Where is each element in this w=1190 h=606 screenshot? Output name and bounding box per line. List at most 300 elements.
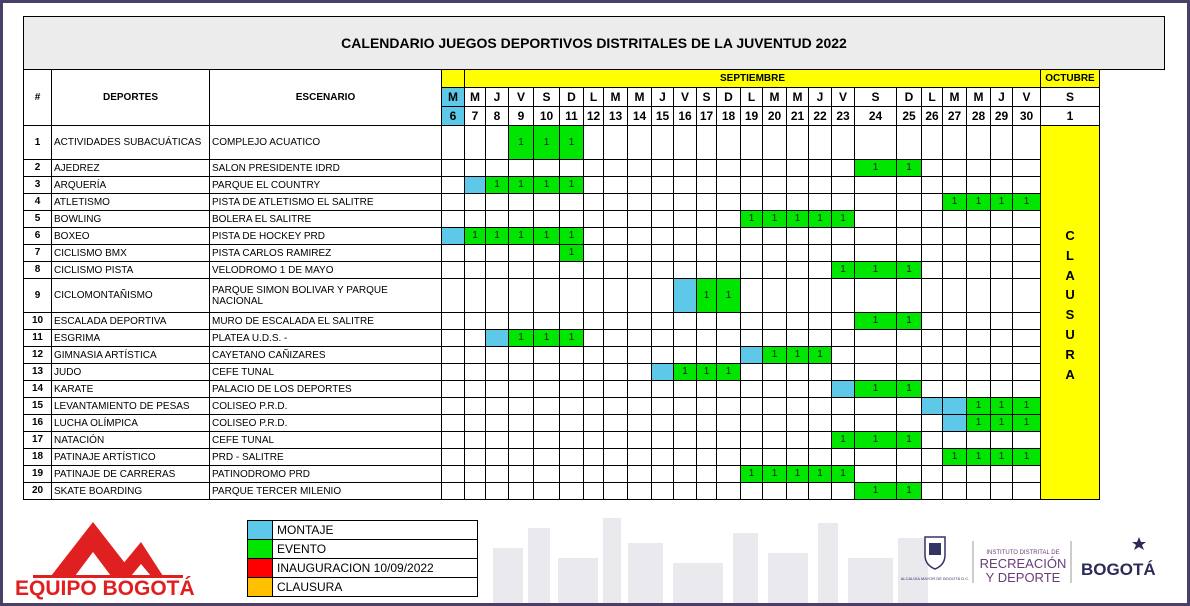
empty-cell <box>628 228 652 245</box>
event-cell: 1 <box>560 245 584 262</box>
event-cell: 1 <box>717 364 741 381</box>
empty-cell <box>991 211 1013 228</box>
month-cell-blank <box>442 70 465 88</box>
empty-cell <box>604 126 628 160</box>
empty-cell <box>967 228 991 245</box>
event-cell: 1 <box>897 160 922 177</box>
day-letter: J <box>809 88 832 107</box>
empty-cell <box>717 262 741 279</box>
empty-cell <box>534 381 560 398</box>
event-cell: 1 <box>486 228 509 245</box>
empty-cell <box>604 466 628 483</box>
empty-cell <box>1013 245 1041 262</box>
empty-cell <box>832 347 855 364</box>
row-number: 20 <box>24 483 52 500</box>
empty-cell <box>809 313 832 330</box>
empty-cell <box>787 160 809 177</box>
empty-cell <box>922 330 943 347</box>
empty-cell <box>584 211 604 228</box>
empty-cell <box>809 381 832 398</box>
venue-name: PISTA DE HOCKEY PRD <box>210 228 442 245</box>
empty-cell <box>697 160 717 177</box>
sport-name: BOWLING <box>52 211 210 228</box>
month-header-row <box>24 70 1100 88</box>
venue-name: MURO DE ESCALADA EL SALITRE <box>210 313 442 330</box>
legend-table <box>247 520 478 597</box>
row-number: 10 <box>24 313 52 330</box>
empty-cell <box>991 279 1013 313</box>
header-sport: DEPORTES <box>52 70 210 126</box>
empty-cell <box>534 466 560 483</box>
empty-cell <box>584 415 604 432</box>
closing-letter: S <box>1065 307 1075 323</box>
empty-cell <box>809 330 832 347</box>
empty-cell <box>991 381 1013 398</box>
empty-cell <box>787 262 809 279</box>
empty-cell <box>763 330 787 347</box>
empty-cell <box>717 126 741 160</box>
empty-cell <box>628 432 652 449</box>
table-row <box>24 483 1100 500</box>
empty-cell <box>652 177 674 194</box>
event-cell: 1 <box>967 415 991 432</box>
empty-cell <box>741 449 763 466</box>
closing-letter: C <box>1065 228 1075 243</box>
empty-cell <box>809 398 832 415</box>
day-number: 20 <box>763 107 787 126</box>
venue-name: PALACIO DE LOS DEPORTES <box>210 381 442 398</box>
empty-cell <box>1013 347 1041 364</box>
day-number: 9 <box>509 107 534 126</box>
empty-cell <box>465 160 486 177</box>
event-cell: 1 <box>897 262 922 279</box>
empty-cell <box>967 330 991 347</box>
empty-cell <box>763 449 787 466</box>
empty-cell <box>674 211 697 228</box>
empty-cell <box>717 330 741 347</box>
sport-name: ACTIVIDADES SUBACUÁTICAS <box>52 126 210 160</box>
empty-cell <box>1013 432 1041 449</box>
day-number: 8 <box>486 107 509 126</box>
empty-cell <box>943 466 967 483</box>
event-cell: 1 <box>560 330 584 347</box>
empty-cell <box>674 466 697 483</box>
day-number: 30 <box>1013 107 1041 126</box>
row-number: 9 <box>24 279 52 313</box>
empty-cell <box>991 126 1013 160</box>
empty-cell <box>717 313 741 330</box>
empty-cell <box>486 245 509 262</box>
empty-cell <box>697 228 717 245</box>
empty-cell <box>674 398 697 415</box>
empty-cell <box>943 432 967 449</box>
empty-cell <box>442 160 465 177</box>
calendar-document <box>3 3 1187 603</box>
empty-cell <box>991 177 1013 194</box>
empty-cell <box>943 126 967 160</box>
row-number: 18 <box>24 449 52 466</box>
idrd-deporte: Y DEPORTE <box>985 570 1061 585</box>
empty-cell <box>534 415 560 432</box>
empty-cell <box>943 483 967 500</box>
closing-letter: A <box>1065 366 1075 382</box>
empty-cell <box>717 160 741 177</box>
empty-cell <box>922 228 943 245</box>
empty-cell <box>1013 466 1041 483</box>
empty-cell <box>787 398 809 415</box>
empty-cell <box>809 177 832 194</box>
day-letter: V <box>1013 88 1041 107</box>
empty-cell <box>763 364 787 381</box>
empty-cell <box>741 364 763 381</box>
empty-cell <box>534 262 560 279</box>
empty-cell <box>991 432 1013 449</box>
event-cell: 1 <box>832 211 855 228</box>
empty-cell <box>534 483 560 500</box>
empty-cell <box>697 177 717 194</box>
empty-cell <box>922 126 943 160</box>
empty-cell <box>697 194 717 211</box>
empty-cell <box>628 211 652 228</box>
empty-cell <box>922 160 943 177</box>
empty-cell <box>442 415 465 432</box>
empty-cell <box>787 364 809 381</box>
empty-cell <box>967 126 991 160</box>
empty-cell <box>922 194 943 211</box>
empty-cell <box>697 330 717 347</box>
empty-cell <box>465 483 486 500</box>
day-letter: L <box>922 88 943 107</box>
empty-cell <box>465 330 486 347</box>
day-letter: L <box>584 88 604 107</box>
empty-cell <box>509 262 534 279</box>
empty-cell <box>465 381 486 398</box>
empty-cell <box>465 262 486 279</box>
empty-cell <box>991 160 1013 177</box>
sport-name: ATLETISMO <box>52 194 210 211</box>
day-letter: S <box>697 88 717 107</box>
empty-cell <box>809 415 832 432</box>
event-cell: 1 <box>809 347 832 364</box>
day-letter: S <box>1041 88 1100 107</box>
empty-cell <box>741 330 763 347</box>
empty-cell <box>763 483 787 500</box>
empty-cell <box>897 126 922 160</box>
empty-cell <box>604 211 628 228</box>
day-letter: J <box>991 88 1013 107</box>
empty-cell <box>832 160 855 177</box>
empty-cell <box>534 279 560 313</box>
empty-cell <box>855 126 897 160</box>
empty-cell <box>652 160 674 177</box>
empty-cell <box>674 415 697 432</box>
event-cell: 1 <box>855 432 897 449</box>
empty-cell <box>763 279 787 313</box>
empty-cell <box>897 245 922 262</box>
empty-cell <box>560 483 584 500</box>
empty-cell <box>486 432 509 449</box>
venue-name: PARQUE EL COUNTRY <box>210 177 442 194</box>
day-number: 7 <box>465 107 486 126</box>
empty-cell <box>763 313 787 330</box>
empty-cell <box>741 279 763 313</box>
sport-name: CICLISMO PISTA <box>52 262 210 279</box>
empty-cell <box>741 415 763 432</box>
empty-cell <box>604 228 628 245</box>
day-letter: V <box>509 88 534 107</box>
table-row <box>24 160 1100 177</box>
empty-cell <box>991 313 1013 330</box>
empty-cell <box>697 466 717 483</box>
venue-name: PLATEA U.D.S. - <box>210 330 442 347</box>
empty-cell <box>1013 381 1041 398</box>
event-cell: 1 <box>717 279 741 313</box>
empty-cell <box>584 432 604 449</box>
day-number: 10 <box>534 107 560 126</box>
empty-cell <box>943 364 967 381</box>
empty-cell <box>787 228 809 245</box>
row-number: 2 <box>24 160 52 177</box>
sport-name: PATINAJE ARTÍSTICO <box>52 449 210 466</box>
empty-cell <box>534 211 560 228</box>
empty-cell <box>486 160 509 177</box>
day-number: 25 <box>897 107 922 126</box>
empty-cell <box>584 194 604 211</box>
empty-cell <box>628 347 652 364</box>
empty-cell <box>717 483 741 500</box>
empty-cell <box>560 415 584 432</box>
empty-cell <box>1013 330 1041 347</box>
empty-cell <box>442 194 465 211</box>
montaje-cell <box>442 228 465 245</box>
empty-cell <box>560 347 584 364</box>
empty-cell <box>741 313 763 330</box>
event-cell: 1 <box>991 194 1013 211</box>
empty-cell <box>584 126 604 160</box>
empty-cell <box>560 313 584 330</box>
empty-cell <box>832 364 855 381</box>
empty-cell <box>943 245 967 262</box>
empty-cell <box>717 211 741 228</box>
empty-cell <box>674 449 697 466</box>
empty-cell <box>465 449 486 466</box>
empty-cell <box>465 211 486 228</box>
row-number: 7 <box>24 245 52 262</box>
empty-cell <box>509 415 534 432</box>
empty-cell <box>855 194 897 211</box>
venue-name: BOLERA EL SALITRE <box>210 211 442 228</box>
empty-cell <box>787 313 809 330</box>
event-cell: 1 <box>509 330 534 347</box>
empty-cell <box>922 313 943 330</box>
legend-swatch <box>248 559 273 578</box>
legend-label: INAUGURACION 10/09/2022 <box>273 559 478 578</box>
event-cell: 1 <box>697 364 717 381</box>
event-cell: 1 <box>1013 398 1041 415</box>
sport-name: CICLOMONTAÑISMO <box>52 279 210 313</box>
empty-cell <box>465 245 486 262</box>
row-number: 19 <box>24 466 52 483</box>
empty-cell <box>584 347 604 364</box>
empty-cell <box>832 126 855 160</box>
empty-cell <box>763 126 787 160</box>
city-skyline-watermark <box>483 508 933 603</box>
empty-cell <box>855 211 897 228</box>
empty-cell <box>442 364 465 381</box>
empty-cell <box>787 194 809 211</box>
empty-cell <box>604 347 628 364</box>
table-row <box>24 449 1100 466</box>
sport-name: KARATE <box>52 381 210 398</box>
row-number: 4 <box>24 194 52 211</box>
empty-cell <box>967 466 991 483</box>
empty-cell <box>534 313 560 330</box>
event-cell: 1 <box>534 177 560 194</box>
empty-cell <box>486 415 509 432</box>
event-cell: 1 <box>509 228 534 245</box>
header-num: # <box>24 70 52 126</box>
empty-cell <box>832 483 855 500</box>
empty-cell <box>855 330 897 347</box>
day-letter: S <box>855 88 897 107</box>
sport-name: CICLISMO BMX <box>52 245 210 262</box>
empty-cell <box>442 398 465 415</box>
empty-cell <box>832 330 855 347</box>
empty-cell <box>560 364 584 381</box>
empty-cell <box>604 262 628 279</box>
day-letter: M <box>967 88 991 107</box>
montaje-cell <box>922 398 943 415</box>
empty-cell <box>809 126 832 160</box>
empty-cell <box>486 279 509 313</box>
empty-cell <box>486 466 509 483</box>
empty-cell <box>584 330 604 347</box>
empty-cell <box>1013 483 1041 500</box>
day-number: 1 <box>1041 107 1100 126</box>
empty-cell <box>652 432 674 449</box>
row-number: 16 <box>24 415 52 432</box>
day-letter: M <box>763 88 787 107</box>
empty-cell <box>674 194 697 211</box>
venue-name: PATINODROMO PRD <box>210 466 442 483</box>
event-cell: 1 <box>943 194 967 211</box>
empty-cell <box>674 330 697 347</box>
event-cell: 1 <box>697 279 717 313</box>
row-number: 3 <box>24 177 52 194</box>
montaje-cell <box>741 347 763 364</box>
empty-cell <box>943 262 967 279</box>
empty-cell <box>584 483 604 500</box>
empty-cell <box>509 211 534 228</box>
venue-name: COLISEO P.R.D. <box>210 415 442 432</box>
day-number: 15 <box>652 107 674 126</box>
empty-cell <box>967 279 991 313</box>
empty-cell <box>442 262 465 279</box>
empty-cell <box>717 415 741 432</box>
empty-cell <box>787 415 809 432</box>
legend-row <box>248 578 478 597</box>
empty-cell <box>922 432 943 449</box>
empty-cell <box>855 364 897 381</box>
day-letter: M <box>465 88 486 107</box>
empty-cell <box>855 228 897 245</box>
empty-cell <box>628 415 652 432</box>
empty-cell <box>717 398 741 415</box>
empty-cell <box>584 228 604 245</box>
sport-name: AJEDREZ <box>52 160 210 177</box>
empty-cell <box>991 347 1013 364</box>
event-cell: 1 <box>486 177 509 194</box>
empty-cell <box>897 177 922 194</box>
empty-cell <box>897 228 922 245</box>
empty-cell <box>509 466 534 483</box>
event-cell: 1 <box>560 177 584 194</box>
empty-cell <box>855 466 897 483</box>
empty-cell <box>741 126 763 160</box>
table-row <box>24 211 1100 228</box>
day-number: 18 <box>717 107 741 126</box>
montaje-cell <box>674 279 697 313</box>
month-september: SEPTIEMBRE <box>465 70 1041 88</box>
empty-cell <box>486 211 509 228</box>
empty-cell <box>486 313 509 330</box>
montaje-cell <box>652 364 674 381</box>
empty-cell <box>652 211 674 228</box>
day-number: 23 <box>832 107 855 126</box>
empty-cell <box>509 347 534 364</box>
row-number: 14 <box>24 381 52 398</box>
empty-cell <box>652 313 674 330</box>
empty-cell <box>465 126 486 160</box>
empty-cell <box>832 415 855 432</box>
empty-cell <box>855 245 897 262</box>
venue-name: CEFE TUNAL <box>210 364 442 381</box>
institutional-logos <box>900 531 1156 591</box>
empty-cell <box>604 432 628 449</box>
event-cell: 1 <box>534 228 560 245</box>
empty-cell <box>717 432 741 449</box>
closing-letter: A <box>1065 267 1075 283</box>
empty-cell <box>787 483 809 500</box>
event-cell: 1 <box>991 415 1013 432</box>
empty-cell <box>897 364 922 381</box>
empty-cell <box>465 364 486 381</box>
empty-cell <box>442 177 465 194</box>
day-letter: D <box>897 88 922 107</box>
venue-name: CAYETANO CAÑIZARES <box>210 347 442 364</box>
empty-cell <box>787 279 809 313</box>
empty-cell <box>991 228 1013 245</box>
empty-cell <box>967 262 991 279</box>
empty-cell <box>717 347 741 364</box>
empty-cell <box>763 262 787 279</box>
sport-name: ESCALADA DEPORTIVA <box>52 313 210 330</box>
day-letter: M <box>442 88 465 107</box>
empty-cell <box>922 262 943 279</box>
empty-cell <box>442 211 465 228</box>
day-number: 27 <box>943 107 967 126</box>
empty-cell <box>628 126 652 160</box>
table-row <box>24 245 1100 262</box>
row-number: 11 <box>24 330 52 347</box>
empty-cell <box>967 381 991 398</box>
empty-cell <box>897 347 922 364</box>
empty-cell <box>809 364 832 381</box>
empty-cell <box>442 432 465 449</box>
empty-cell <box>509 245 534 262</box>
equipo-bogota-text: EQUIPO BOGOTÁ <box>15 577 195 600</box>
empty-cell <box>809 262 832 279</box>
